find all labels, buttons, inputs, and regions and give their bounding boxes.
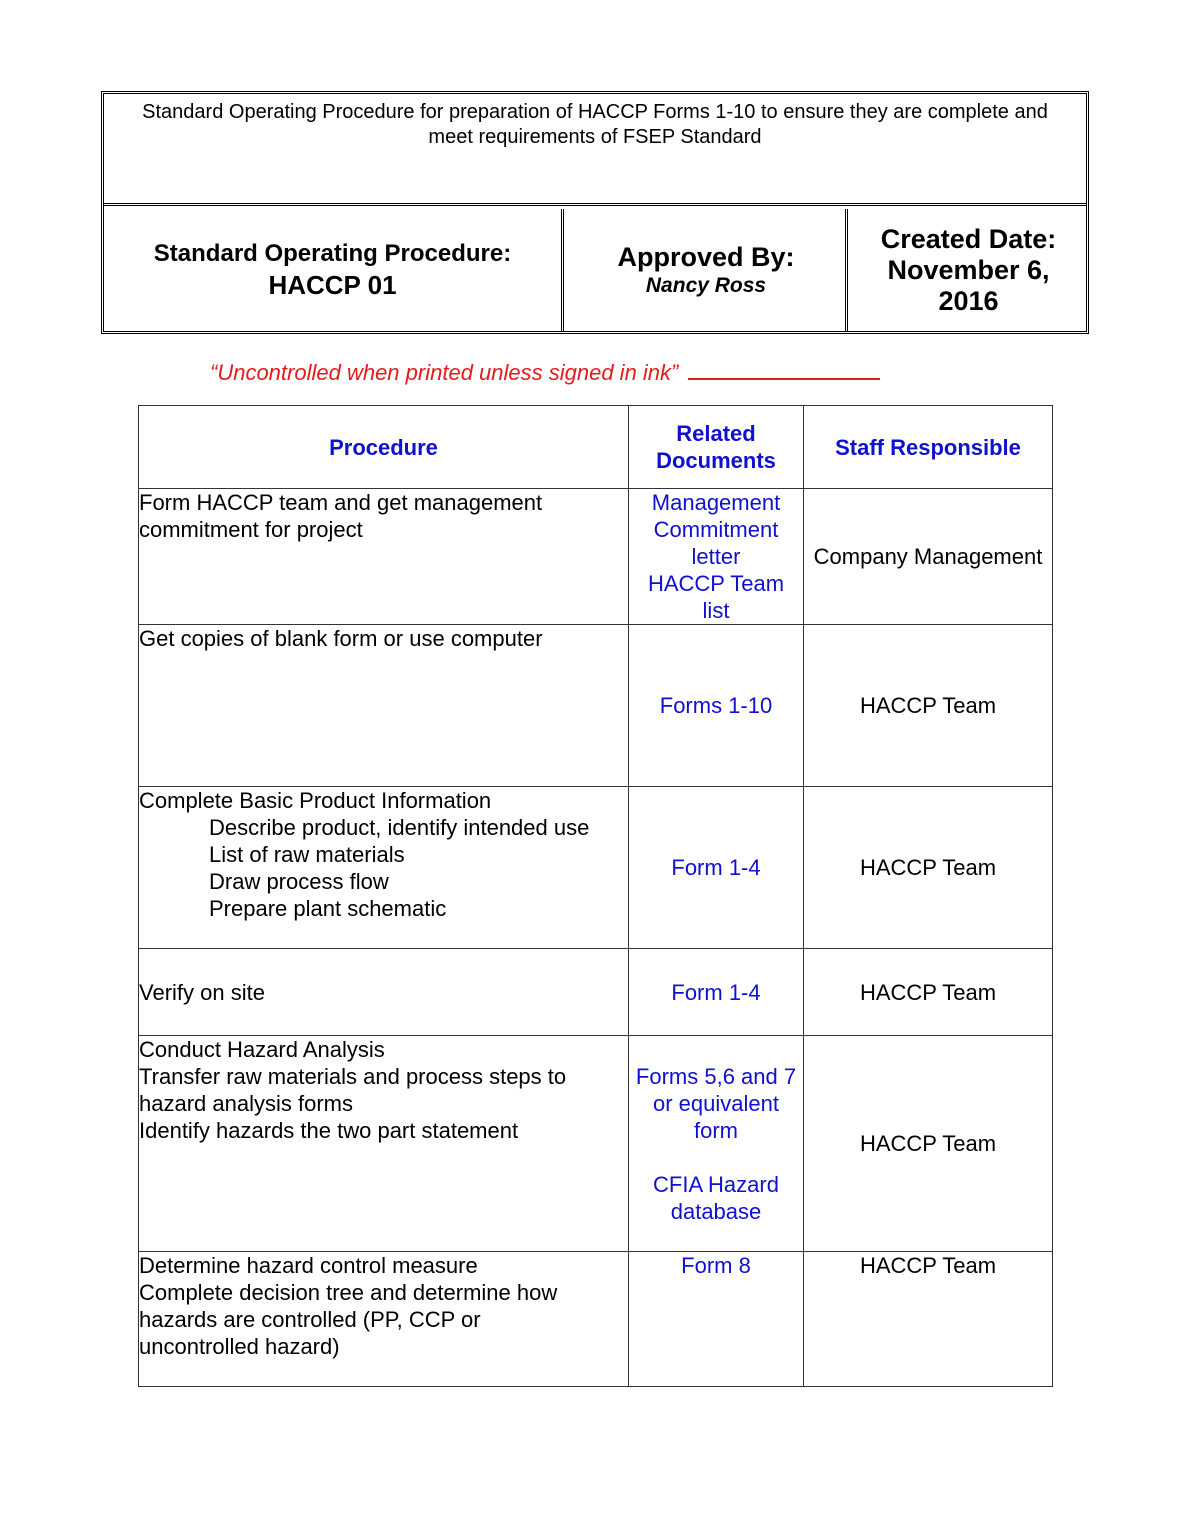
document-header xyxy=(101,91,1089,334)
procedure-line: hazards are controlled (PP, CCP or xyxy=(139,1307,481,1332)
approved-label: Approved By: xyxy=(617,242,795,272)
approval-cell xyxy=(567,209,848,331)
related-documents-cell: Forms 1-10 xyxy=(629,625,804,787)
procedure-line: Determine hazard control measure xyxy=(139,1253,478,1278)
approver-name: Nancy Ross xyxy=(645,274,767,297)
staff-cell: Company Management xyxy=(804,489,1053,625)
notice-text: “Uncontrolled when printed unless signed in ink” xyxy=(210,360,679,385)
procedure-cell xyxy=(139,1036,629,1252)
related-spacer xyxy=(629,1144,803,1171)
created-year: 2016 xyxy=(938,285,999,316)
related-line: form xyxy=(694,1117,738,1143)
created-date: November 6, xyxy=(887,254,1050,285)
sop-id-cell xyxy=(104,209,564,331)
sop-code: HACCP 01 xyxy=(268,270,397,300)
related-documents-cell: Form 1-4 xyxy=(629,949,804,1036)
procedure-subline: List of raw materials xyxy=(209,842,405,867)
table-row xyxy=(139,949,1053,1036)
table-row xyxy=(139,1252,1053,1387)
procedure-subline: Prepare plant schematic xyxy=(209,896,447,921)
table-row xyxy=(139,489,1053,625)
table-row xyxy=(139,787,1053,949)
procedure-cell xyxy=(139,787,629,949)
procedure-line: Verify on site xyxy=(139,979,265,1005)
uncontrolled-notice xyxy=(210,356,880,386)
related-line: letter xyxy=(691,544,741,569)
procedure-line: hazard analysis forms xyxy=(139,1091,353,1116)
procedure-cell xyxy=(139,625,629,787)
procedure-header: Procedure xyxy=(139,406,629,489)
sop-label: Standard Operating Procedure: xyxy=(153,240,512,267)
related-line: or equivalent xyxy=(653,1090,779,1116)
related-documents-header xyxy=(629,406,804,489)
created-date-cell xyxy=(851,209,1086,331)
procedure-cell xyxy=(139,949,629,1036)
procedure-line: uncontrolled hazard) xyxy=(139,1334,340,1359)
procedure-line: Get copies of blank form or use computer xyxy=(139,626,543,651)
related-documents-cell xyxy=(629,489,804,625)
procedure-line: Identify hazards the two part statement xyxy=(139,1118,519,1143)
related-documents-cell: Form 1-4 xyxy=(629,787,804,949)
related-line: CFIA Hazard xyxy=(653,1171,779,1197)
staff-cell: HACCP Team xyxy=(804,625,1053,787)
table-row xyxy=(139,1036,1053,1252)
signature-line xyxy=(688,356,880,380)
procedure-subline: Draw process flow xyxy=(209,869,389,894)
procedure-line: Complete decision tree and determine how xyxy=(139,1280,558,1305)
related-documents-cell xyxy=(629,1036,804,1252)
related-line: Forms 5,6 and 7 xyxy=(635,1063,797,1089)
table-header-row xyxy=(139,406,1053,489)
procedure-subline: Describe product, identify intended use xyxy=(209,815,590,840)
staff-cell: HACCP Team xyxy=(804,787,1053,949)
staff-cell: HACCP Team xyxy=(804,1036,1053,1252)
related-line: Management xyxy=(651,490,781,515)
related-line: list xyxy=(702,598,730,623)
procedure-line: Form HACCP team and get management xyxy=(139,490,543,515)
staff-responsible-header: Staff Responsible xyxy=(804,406,1053,489)
related-line: database xyxy=(670,1198,762,1224)
related-line: HACCP Team xyxy=(647,571,785,596)
related-documents-cell: Form 8 xyxy=(629,1252,804,1387)
staff-cell: HACCP Team xyxy=(804,1252,1053,1387)
related-line: Commitment xyxy=(653,517,779,542)
procedure-cell xyxy=(139,489,629,625)
sop-purpose: Standard Operating Procedure for preparation of HACCP Forms 1-10 to ensure they are complete and meet requirements of FSEP Standard xyxy=(104,94,1086,206)
procedure-line: Complete Basic Product Information xyxy=(139,788,492,813)
table-row xyxy=(139,625,1053,787)
created-label: Created Date: xyxy=(880,223,1057,254)
related-header-line: Related xyxy=(676,421,756,446)
procedure-cell xyxy=(139,1252,629,1387)
related-header-line: Documents xyxy=(656,448,776,473)
procedure-line: commitment for project xyxy=(139,517,363,542)
procedure-table xyxy=(138,405,1053,1387)
procedure-line: Conduct Hazard Analysis xyxy=(139,1037,385,1062)
staff-cell: HACCP Team xyxy=(804,949,1053,1036)
procedure-line: Transfer raw materials and process steps to xyxy=(139,1064,567,1089)
